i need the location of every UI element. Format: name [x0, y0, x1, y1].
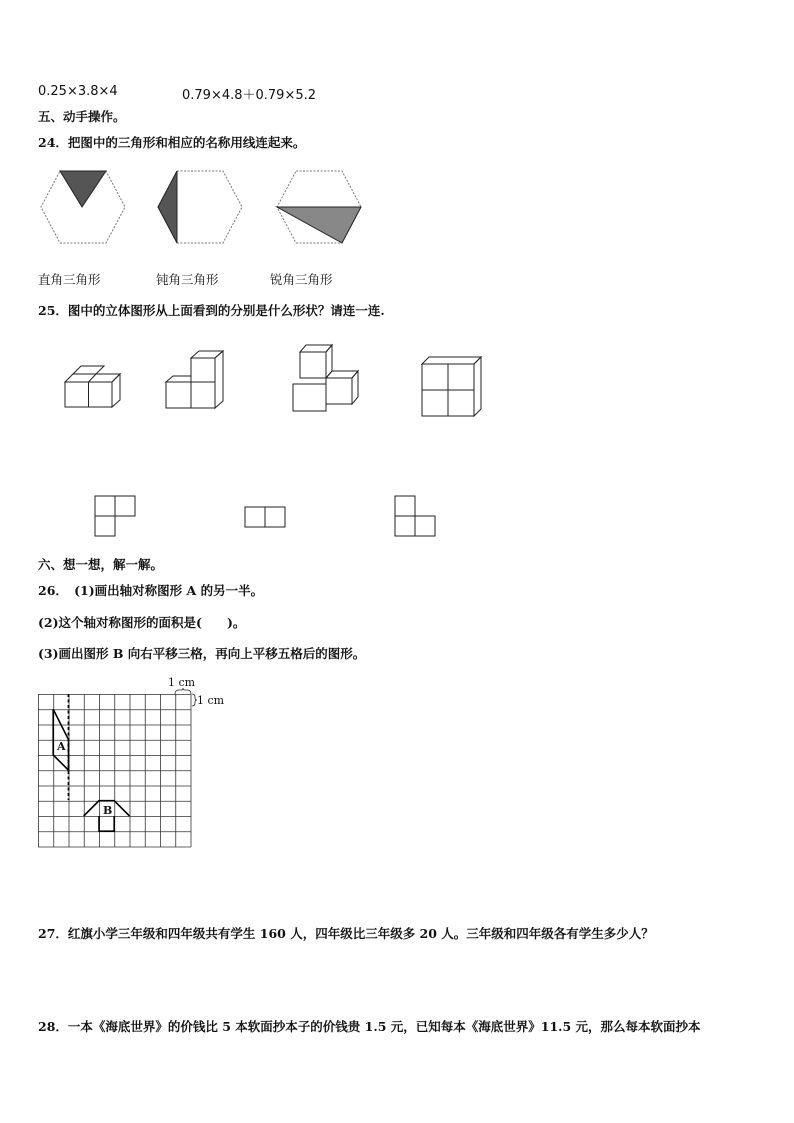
top-view-3: [394, 495, 436, 537]
hexagon-figure-2: [157, 170, 243, 244]
question-26-part-3: (3)画出图形 B 向右平移三格，再向上平移五格后的图形。: [38, 646, 366, 661]
hexagon-figure-3: [276, 170, 362, 244]
question-26-part-2: (2)这个轴对称图形的面积是( )。: [38, 615, 246, 630]
hexagon-figure-1: [40, 170, 126, 244]
label-obtuse-triangle: 钝角三角形: [156, 272, 219, 287]
solid-figure-4: [421, 356, 483, 418]
calc-expression-2: 0.79×4.8＋0.79×5.2: [182, 88, 317, 103]
label-acute-triangle: 锐角三角形: [270, 272, 333, 287]
shape-b-label: B: [103, 804, 113, 817]
label-right-triangle: 直角三角形: [38, 272, 101, 287]
section-6-title: 六、想一想，解一解。: [38, 557, 164, 572]
calc-expression-1: 0.25×3.8×4: [38, 84, 118, 99]
solid-figure-3: [292, 344, 362, 414]
grid-paper: [38, 694, 191, 847]
scale-brace-icon: [175, 688, 197, 710]
section-5-title: 五、动手操作。: [38, 109, 126, 124]
question-24-text: 24．把图中的三角形和相应的名称用线连起来。: [38, 135, 306, 150]
question-27-text: 27．红旗小学三年级和四年级共有学生 160 人，四年级比三年级多 20 人。三年级和四年级各有学生多少人？: [38, 926, 654, 941]
question-28-text: 28．一本《海底世界》的价钱比 5 本软面抄本子的价钱贵 1.5 元，已知每本《海底世界》11.5 元，那么每本软面抄本: [38, 1019, 701, 1034]
question-26-part-1: 26． (1)画出轴对称图形 A 的另一半。: [38, 583, 264, 598]
solid-figure-2: [165, 350, 227, 410]
top-view-1: [94, 495, 136, 537]
question-25-text: 25．图中的立体图形从上面看到的分别是什么形状？请连一连.: [38, 303, 385, 318]
scale-vertical-label: 1 cm: [197, 694, 225, 707]
scale-horizontal-label: 1 cm: [168, 676, 196, 689]
top-view-2: [244, 506, 286, 528]
solid-figure-1: [64, 362, 126, 408]
shape-a-label: A: [57, 740, 66, 753]
